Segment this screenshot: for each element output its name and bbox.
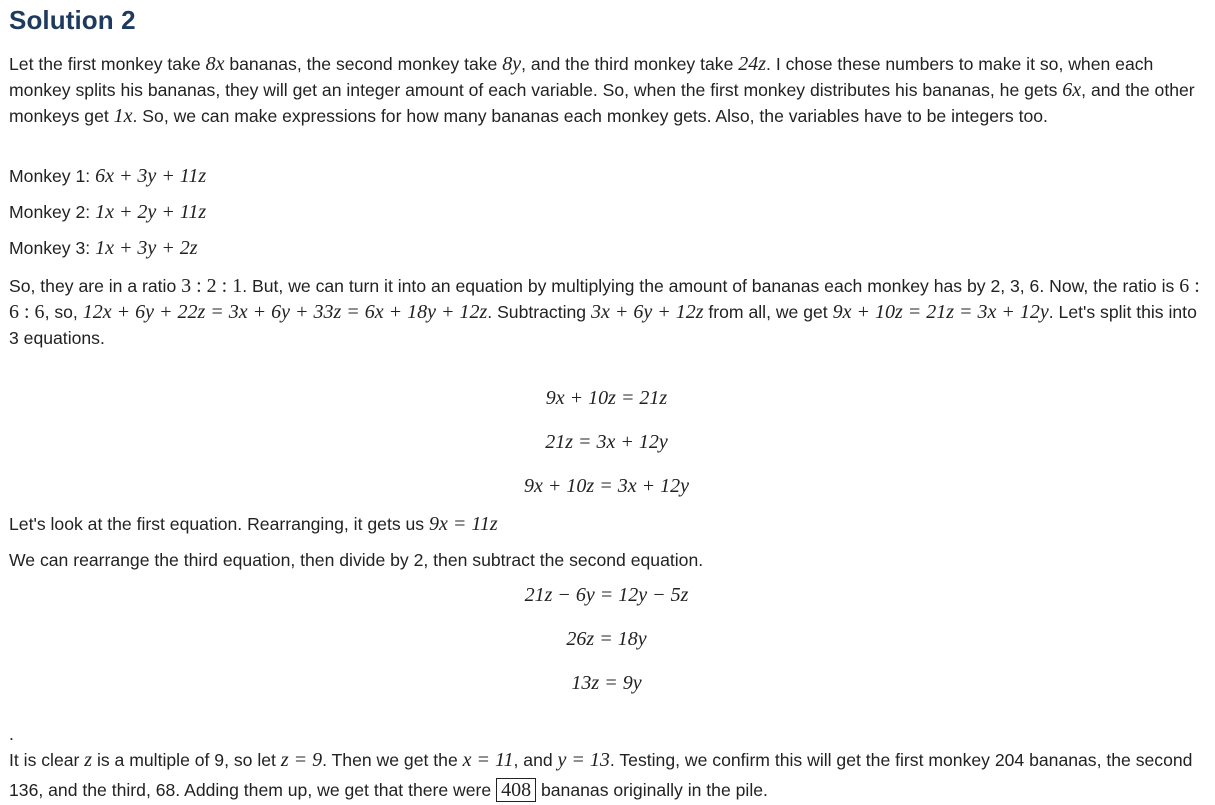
ratio-text-3: , so,: [44, 302, 83, 322]
intro-math-5: 1x: [113, 105, 133, 127]
conclusion-text-4: , and: [513, 750, 558, 770]
page-title: Solution 2: [9, 5, 136, 35]
intro-text-1: Let the first monkey take: [9, 54, 206, 74]
ratio-text-1: So, they are in a ratio: [9, 276, 182, 296]
ratio-text-6: . Let's split this into 3 equations.: [9, 302, 1197, 348]
monkey-3-label: Monkey 3:: [9, 238, 96, 258]
monkey-3-expr: 1x + 3y + 2z: [95, 237, 198, 259]
conclusion-text-2: is a multiple of 9, so let: [92, 750, 281, 770]
ratio-math-5: 9x + 10z = 21z = 3x + 12y: [832, 301, 1049, 323]
intro-text-5: , and the other monkeys get: [9, 80, 1195, 126]
equation-display-4: 21z − 6y = 12y − 5z: [524, 584, 689, 606]
ratio-text-4: . Subtracting: [487, 302, 591, 322]
intro-math-4: 6x: [1062, 79, 1082, 101]
intro-math-1: 8x: [205, 53, 225, 75]
conclusion-math-1: z: [84, 749, 93, 771]
monkey-2-expr: 1x + 2y + 11z: [95, 201, 207, 223]
conclusion-math-2: z = 9: [280, 749, 323, 771]
conclusion-text-3: . Then we get the: [322, 750, 463, 770]
conclusion-text-5: . Testing, we confirm this will get the first monkey 204 bananas, the second 136, and the third, 68. Adding them up, we get that there were: [9, 750, 1193, 800]
monkey-1-line: [9, 163, 1215, 199]
intro-text-2: bananas, the second monkey take: [224, 54, 503, 74]
first-equation-line: [9, 511, 1215, 547]
ratio-math-1: 3 : 2 : 1: [181, 275, 243, 297]
third-equation-line: We can rearrange the third equation, then divide by 2, then subtract the second equation.: [9, 550, 704, 570]
intro-paragraph: [9, 51, 1204, 163]
conclusion-math-4: y = 13: [557, 749, 610, 771]
conclusion-paragraph: [9, 745, 1204, 805]
ratio-math-2: 6 : 6 : 6: [9, 275, 1200, 323]
intro-text-3: , and the third monkey take: [521, 54, 739, 74]
equation-display-1: 9x + 10z = 21z: [545, 387, 668, 409]
monkey-3-line: [9, 235, 1215, 271]
monkey-1-expr: 6x + 3y + 11z: [95, 165, 207, 187]
intro-math-2: 8y: [502, 53, 522, 75]
ratio-text-2: . But, we can turn it into an equation by multiplying the amount of bananas each monkey has by 2, 3, 6. Now, the ratio is: [242, 276, 1180, 296]
ratio-paragraph: [9, 273, 1204, 375]
monkey-1-label: Monkey 1:: [9, 166, 96, 186]
equation-display-6: 13z = 9y: [571, 672, 642, 694]
stray-dot: .: [9, 724, 14, 744]
conclusion-text-1: It is clear: [9, 750, 85, 770]
ratio-text-5: from all, we get: [703, 302, 833, 322]
first-eq-text: Let's look at the first equation. Rearranging, it gets us: [9, 514, 429, 534]
intro-text-4: . I chose these numbers to make it so, when each monkey splits his bananas, they will get an integer amount of each variable. So, when the first monkey distributes his bananas, he gets: [9, 54, 1154, 100]
ratio-math-4: 3x + 6y + 12z: [590, 301, 704, 323]
equation-display-3: 9x + 10z = 3x + 12y: [524, 475, 689, 497]
answer-box: 408: [496, 778, 536, 802]
conclusion-text-6: bananas originally in the pile.: [536, 780, 768, 800]
ratio-math-3: 12x + 6y + 22z = 3x + 6y + 33z = 6x + 18y + 12z: [82, 301, 488, 323]
equation-display-5: 26z = 18y: [566, 628, 647, 650]
intro-text-6: . So, we can make expressions for how many bananas each monkey gets. Also, the variables have to be integers too.: [132, 106, 1048, 126]
equation-display-2: 21z = 3x + 12y: [545, 431, 668, 453]
monkey-2-line: [9, 199, 1215, 235]
conclusion-math-3: x = 11: [462, 749, 514, 771]
monkey-2-label: Monkey 2:: [9, 202, 96, 222]
intro-math-3: 24z: [738, 53, 767, 75]
first-eq-math: 9x = 11z: [428, 513, 498, 535]
